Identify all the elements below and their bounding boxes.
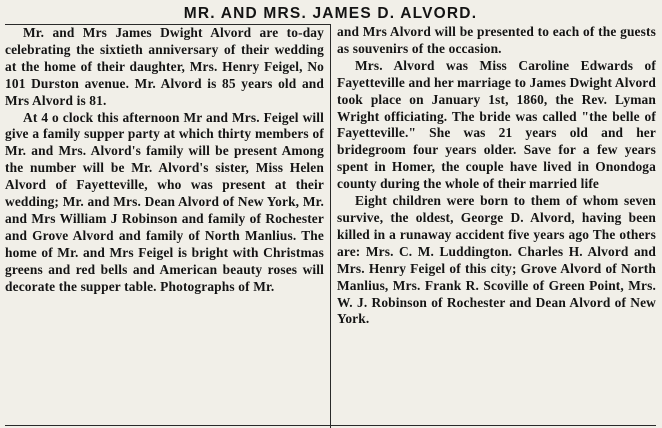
paragraph-marriage: Mrs. Alvord was Miss Caroline Edwards of Fayetteville and her marriage to James Dwight Alvord took place on January 1st, 1860, the Rev. Lyman Wright officiating. The bride was called "the belle of Fayetteville." She was 21 years old and her bridegroom four years older. Save for a few years spent in Homer, the couple have lived in Onondoga county during the whole of their married life xyxy=(337,57,656,192)
right-column xyxy=(330,24,656,428)
paragraph-supper-party: At 4 o clock this afternoon Mr and Mrs. Feigel will give a family supper party at which thirty members of Mr. and Mrs. Alvord's family will be present Among the number will be Mr. Alvord's sister, Miss Helen Alvord of Fayetteville, who was present at their wedding; Mr. and Mrs. Dean Alvord of New York, Mr. and Mrs William J Robinson and family of Rochester and Grove Alvord and family of North Manlius. The home of Mr. and Mrs Feigel is bright with Christmas greens and red bells and American beauty roses will decorate the supper table. Photographs of Mr. xyxy=(5,109,324,294)
paragraph-children: Eight children were born to them of whom seven survive, the oldest, George D. Alvord, having been killed in a runaway accident five years ago The others are: Mrs. C. M. Luddington. Charles H. Alvord and Mrs. Henry Feigel of this city; Grove Alvord of North Manlius, Mrs. Frank R. Scoville of Green Point, Mrs. W. J. Robinson of Rochester and Dean Alvord of New York. xyxy=(337,193,656,327)
article-headline: MR. AND MRS. JAMES D. ALVORD. xyxy=(183,5,478,22)
paragraph-anniversary: Mr. and Mrs James Dwight Alvord are to-day celebrating the sixtieth anniversary of their wedding at the home of their daughter, Mrs. Henry Feigel, No 101 Durston avenue. Mr. Alvord is 85 years old and Mrs Alvord is 81. xyxy=(5,25,324,108)
article-body xyxy=(5,24,656,428)
paragraph-souvenirs: and Mrs Alvord will be presented to each of the guests as souvenirs of the occasion. xyxy=(337,24,656,56)
left-column xyxy=(5,24,330,428)
bottom-rule xyxy=(5,425,656,426)
